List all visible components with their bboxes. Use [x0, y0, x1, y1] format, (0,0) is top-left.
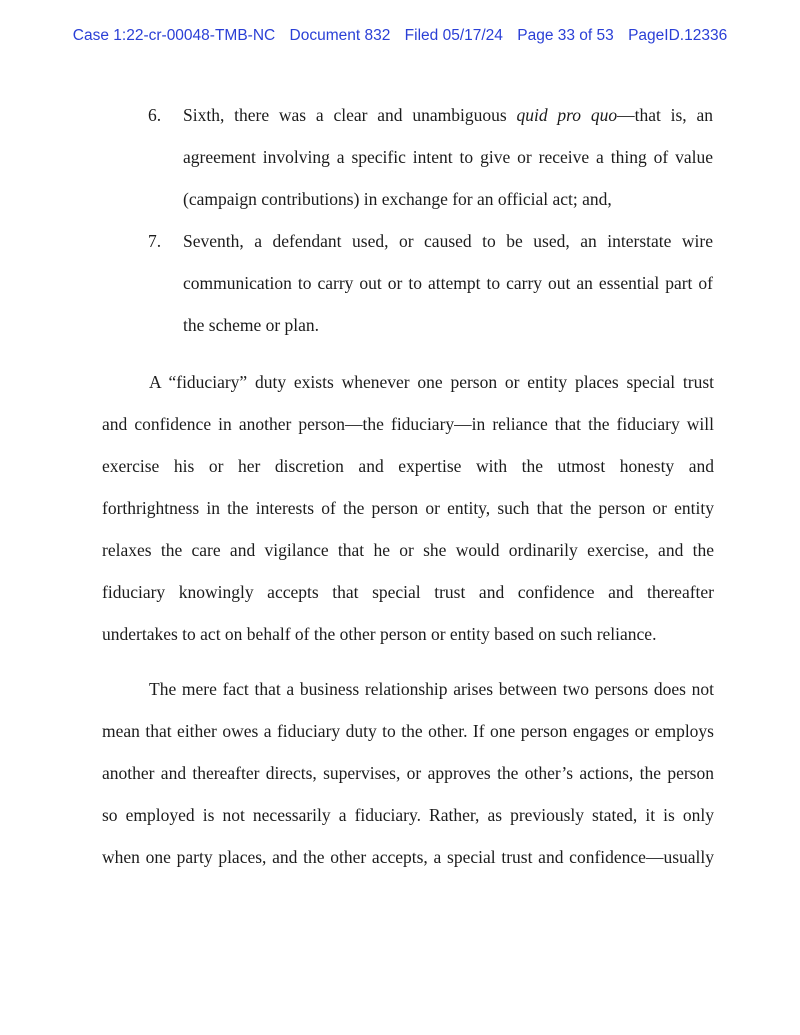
list-item-number: 6.	[148, 105, 162, 125]
paragraph-business-relationship	[102, 668, 714, 878]
text-line: The mere fact that a business relationship arises between two persons does not	[149, 679, 714, 699]
text-line: forthrightness in the interests of the person or entity, such that the person or entity	[102, 498, 714, 518]
text-line: when one party places, and the other accepts, a special trust and confidence—usually	[102, 847, 714, 867]
text-line: the scheme or plan.	[183, 315, 320, 335]
page-id: PageID.12336	[628, 27, 728, 44]
text-line: communication to carry out or to attempt to carry out an essential part of	[183, 273, 713, 293]
text-line: Seventh, a defendant used, or caused to be used, an interstate wire	[183, 231, 713, 251]
case-number: Case 1:22-cr-00048-TMB-NC	[72, 27, 276, 44]
text-line: A “fiduciary” duty exists whenever one person or entity places special trust	[149, 372, 714, 392]
text-line: undertakes to act on behalf of the other person or entity based on such reliance.	[102, 624, 657, 644]
list-item-number: 7.	[148, 231, 162, 251]
text-line: mean that either owes a fiduciary duty to the other. If one person engages or employs	[102, 721, 714, 741]
text-line: fiduciary knowingly accepts that special trust and confidence and thereafter	[102, 582, 714, 602]
document-number: Document 832	[289, 27, 391, 44]
text-line: so employed is not necessarily a fiduciary. Rather, as previously stated, it is only	[102, 805, 714, 825]
text-line: agreement involving a specific intent to give or receive a thing of value	[183, 147, 713, 167]
paragraph-fiduciary-duty	[102, 361, 714, 655]
page-number: Page 33 of 53	[517, 27, 614, 44]
case-header	[0, 27, 800, 45]
list-item-text	[183, 220, 713, 346]
text-line: exercise his or her discretion and expertise with the utmost honesty and	[102, 456, 714, 476]
text-line: another and thereafter directs, supervises, or approves the other’s actions, the person	[102, 763, 714, 783]
italic-term: quid pro quo	[516, 105, 618, 125]
text-line: and confidence in another person—the fiduciary—in reliance that the fiduciary will	[102, 414, 714, 434]
text-line: (campaign contributions) in exchange for an official act; and,	[183, 189, 612, 209]
filed-date: Filed 05/17/24	[404, 27, 503, 44]
list-item-text	[183, 94, 713, 220]
text-line: Sixth, there was a clear and unambiguous quid pro quo—that is, an	[183, 105, 713, 125]
text-line: relaxes the care and vigilance that he or she would ordinarily exercise, and the	[102, 540, 714, 560]
